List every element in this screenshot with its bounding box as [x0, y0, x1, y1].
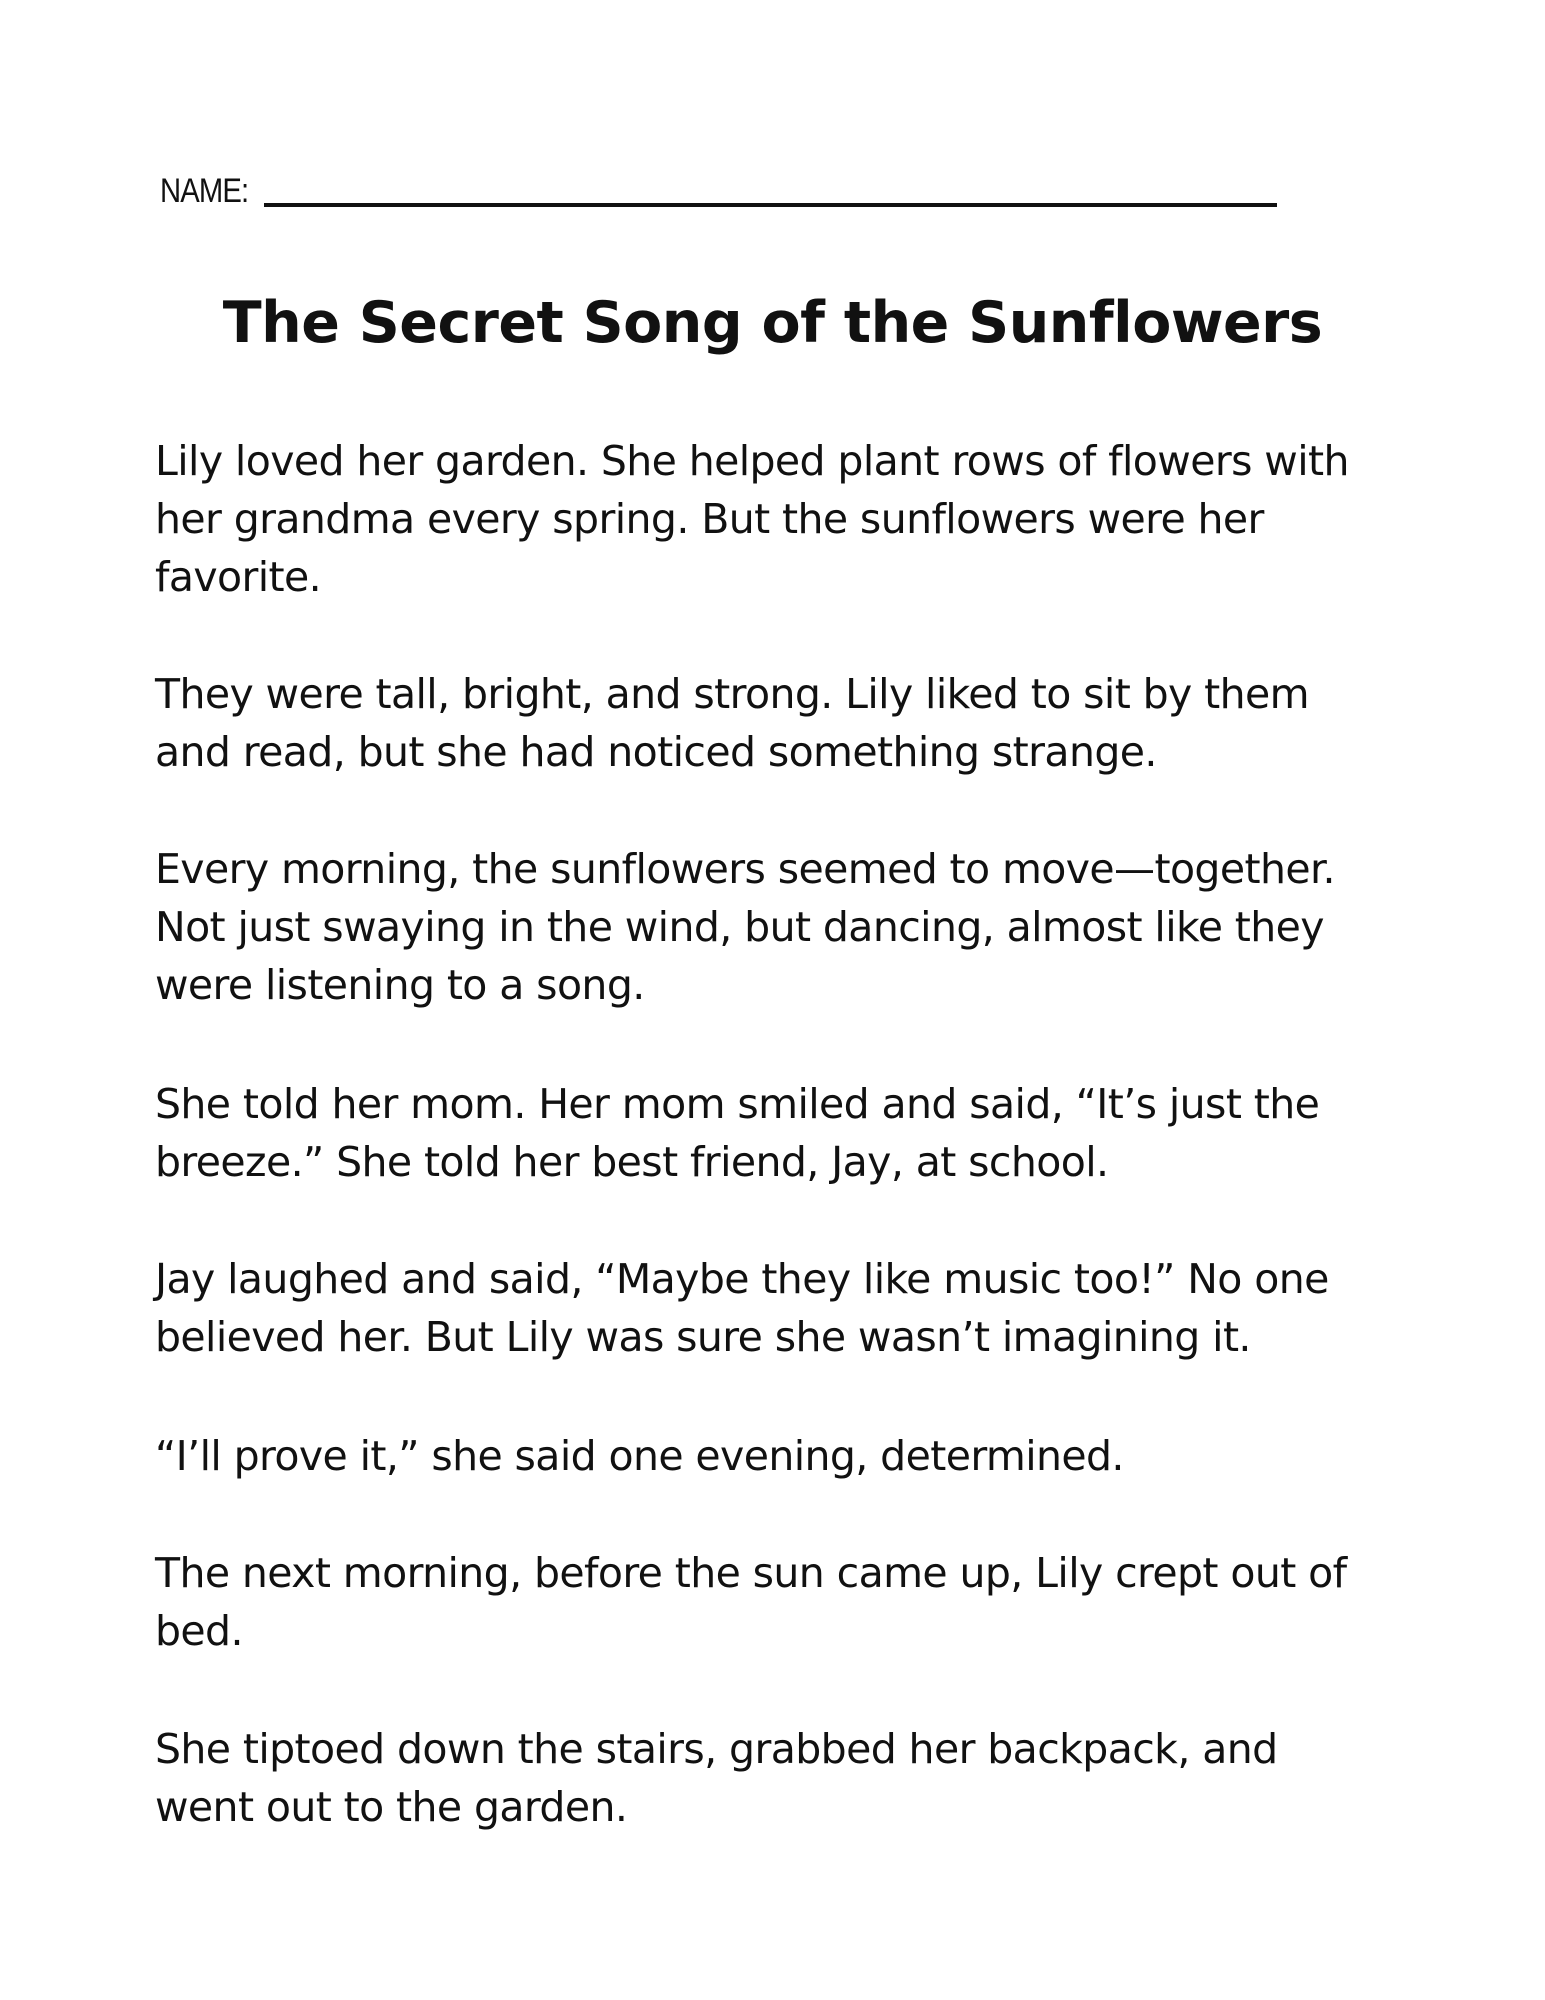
story-paragraph: She tiptoed down the stairs, grabbed her backpack, and went out to the garden. — [155, 1725, 1278, 1831]
story-paragraph: They were tall, bright, and strong. Lily liked to sit by them and read, but she had noticed something strange. — [155, 670, 1309, 776]
story-paragraph: She told her mom. Her mom smiled and said, “It’s just the breeze.” She told her best friend, Jay, at school. — [155, 1080, 1320, 1186]
name-label: NAME: — [160, 172, 249, 210]
story-paragraph: Lily loved her garden. She helped plant rows of flowers with her grandma every spring. But the sunflowers were her favorite. — [155, 437, 1349, 601]
name-field-row — [160, 158, 1280, 208]
name-blank-line[interactable] — [264, 203, 1277, 207]
story-title: The Secret Song of the Sunflowers — [222, 290, 1323, 356]
story-paragraph: “I’ll prove it,” she said one evening, determined. — [155, 1432, 1124, 1480]
story-paragraph: Jay laughed and said, “Maybe they like music too!” No one believed her. But Lily was sure she wasn’t imagining it. — [155, 1255, 1329, 1361]
story-paragraph: Every morning, the sunflowers seemed to move—together. Not just swaying in the wind, but dancing, almost like they were listening to a song. — [155, 845, 1335, 1009]
story-paragraph: The next morning, before the sun came up, Lily crept out of bed. — [155, 1549, 1347, 1655]
